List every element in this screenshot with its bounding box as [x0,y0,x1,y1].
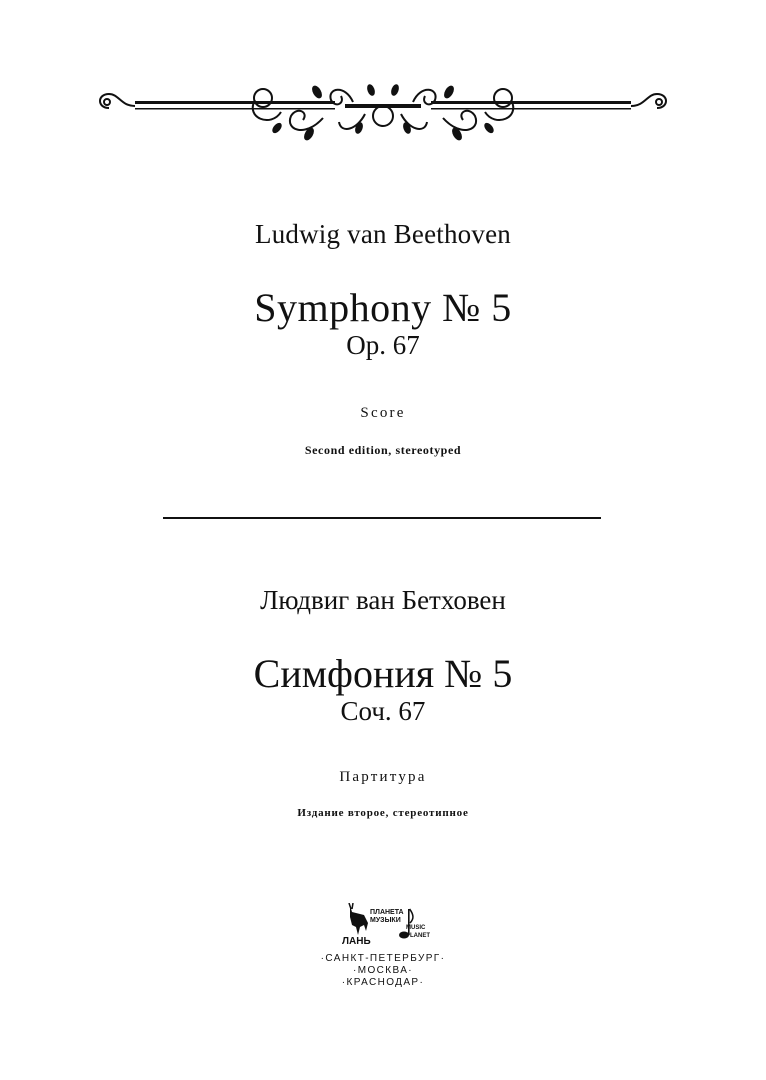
imprint-line-2: МУЗЫКИ [370,917,401,924]
author-name: Ludwig van Beethoven [255,219,511,249]
doe-deer-logo-icon [344,903,370,937]
work-title: Symphony № 5 [254,285,512,330]
section-divider [163,517,601,519]
publication-type: Score [360,405,406,421]
city-moscow: ·МОСКВА· [352,965,414,976]
imprint-en-line-1: MUSIC [406,925,426,931]
publisher-logo [340,903,435,948]
opus-number-ru: Соч. 67 [340,696,426,726]
work-title-ru: Симфония № 5 [253,651,513,696]
imprint-en-line-2: PLANET [406,933,430,939]
floral-vignette-icon [95,78,671,150]
edition-note-ru: Издание второе, стереотипное [297,807,469,819]
author-name-ru: Людвиг ван Бетховен [260,585,506,615]
publication-type-ru: Партитура [339,769,427,785]
publisher-brand: ЛАНЬ [342,936,371,947]
edition-note: Second edition, stereotyped [304,443,462,457]
opus-number: Op. 67 [346,330,420,360]
city-saint-petersburg: ·САНКТ-ПЕТЕРБУРГ· [320,953,446,964]
city-krasnodar: ·КРАСНОДАР· [341,977,425,988]
imprint-line-1: ПЛАНЕТА [370,909,404,916]
